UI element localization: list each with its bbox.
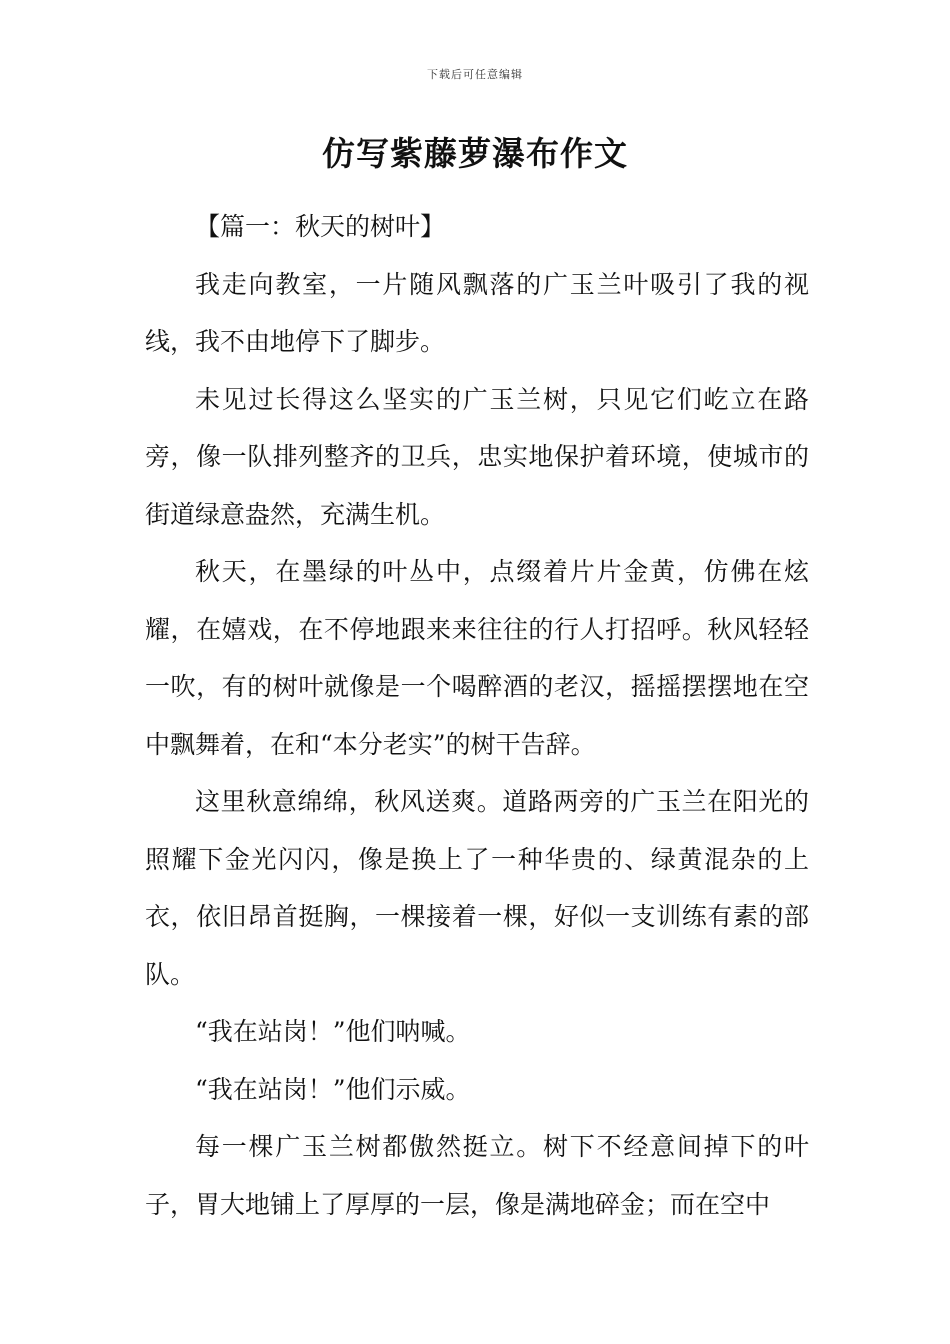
paragraph: 我走向教室，一片随风飘落的广玉兰叶吸引了我的视线，我不由地停下了脚步。 <box>145 269 809 356</box>
paragraph: 每一棵广玉兰树都傲然挺立。树下不经意间掉下的叶子，胃大地铺上了厚厚的一层，像是满地碎金；而在空中 <box>145 1132 809 1219</box>
section-heading: 【篇一：秋天的树叶】 <box>195 212 446 241</box>
document-title: 仿写紫藤萝瀑布作文 <box>322 134 628 173</box>
paragraph: “我在站岗！”他们示威。 <box>195 1074 471 1104</box>
paragraph: 这里秋意绵绵，秋风送爽。道路两旁的广玉兰在阳光的照耀下金光闪闪，像是换上了一种华贵的、绿黄混杂的上衣，依旧昂首挺胸，一棵接着一棵，好似一支训练有素的部队。 <box>145 787 809 989</box>
header-note: 下载后可任意编辑 <box>427 68 523 81</box>
document-body <box>145 198 809 1233</box>
paragraph: 未见过长得这么坚实的广玉兰树，只见它们屹立在路旁，像一队排列整齐的卫兵，忠实地保护着环境，使城市的街道绿意盎然，充满生机。 <box>145 384 809 529</box>
paragraph: “我在站岗！”他们呐喊。 <box>195 1017 471 1046</box>
paragraph: 秋天，在墨绿的叶丛中，点缀着片片金黄，仿佛在炫耀，在嬉戏，在不停地跟来来往往的行人打招呼。秋风轻轻一吹，有的树叶就像是一个喝醉酒的老汉，摇摇摆摆地在空中飘舞着，在和“本分老实”的树干告辞。 <box>145 557 809 759</box>
